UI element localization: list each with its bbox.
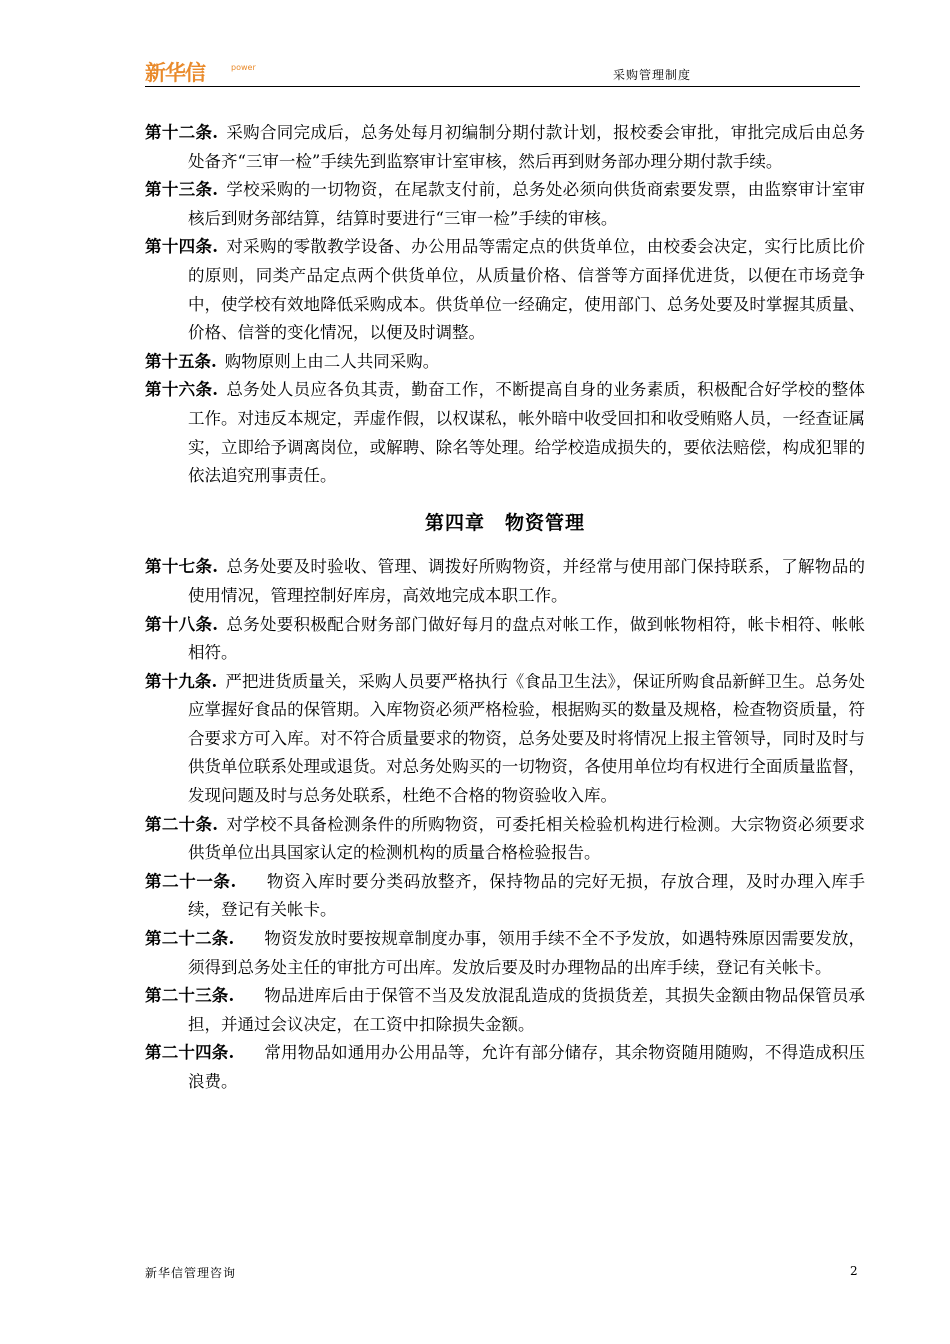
article-text: 总务处要及时验收、管理、调拨好所购物资，并经常与使用部门保持联系，了解物品的使用情况，管理控制好库房，高效地完成本职工作。 — [188, 557, 866, 605]
article-label: 第十六条. — [145, 380, 219, 400]
page-header — [145, 62, 860, 87]
article-text: 采购合同完成后，总务处每月初编制分期付款计划，报校委会审批，审批完成后由总务处备齐“三审一检”手续先到监察审计室审核，然后再到财务部办理分期付款手续。 — [188, 123, 866, 171]
article-paragraph — [145, 982, 865, 1039]
footer-company: 新华信管理咨询 — [145, 1266, 237, 1280]
article-text: 常用物品如通用办公用品等，允许有部分储存，其余物资随用随购，不得造成积压浪费。 — [188, 1043, 866, 1091]
articles-section-top — [145, 119, 865, 491]
chapter-title: 第四章 物资管理 — [424, 511, 585, 534]
article-label: 第二十条. — [145, 814, 219, 834]
article-paragraph — [145, 176, 865, 233]
document-body — [145, 119, 865, 1097]
article-paragraph — [145, 925, 865, 982]
article-label: 第十八条. — [145, 614, 219, 634]
header-title: 采购管理制度 — [613, 68, 692, 82]
article-label: 第二十三条. — [145, 986, 235, 1006]
article-paragraph — [145, 233, 865, 347]
company-logo: 新华信 — [145, 61, 205, 85]
article-label: 第十九条. — [145, 671, 218, 691]
article-label: 第十五条. — [145, 351, 217, 371]
article-label: 第二十二条. — [145, 929, 235, 949]
page-number: 2 — [850, 1264, 858, 1278]
logo-sub-text: power — [231, 63, 256, 72]
article-label: 第十二条. — [145, 123, 219, 142]
article-text: 对采购的零散教学设备、办公用品等需定点的供货单位，由校委会决定，实行比质比价的原则，同类产品定点两个供货单位，从质量价格、信誉等方面择优进货，以便在市场竞争中，使学校有效地降低采购成本。供货单位一经确定，使用部门、总务处要及时掌握其质量、价格、信誉的变化情况，以便及时调整。 — [188, 237, 866, 343]
article-paragraph — [145, 868, 865, 925]
article-paragraph — [145, 811, 865, 868]
article-paragraph — [145, 1039, 865, 1096]
article-paragraph — [145, 668, 865, 811]
article-label: 第十四条. — [145, 237, 219, 257]
article-text: 学校采购的一切物资，在尾款支付前，总务处必须向供货商索要发票，由监察审计室审核后到财务部结算，结算时要进行“三审一检”手续的审核。 — [188, 180, 866, 228]
article-label: 第十三条. — [145, 180, 219, 200]
article-text: 严把进货质量关，采购人员要严格执行《食品卫生法》，保证所购食品新鲜卫生。总务处应掌握好食品的保管期。入库物资必须严格检验，根据购买的数量及规格，检查物资质量，符合要求方可入库。对不符合质量要求的物资，总务处要及时将情况上报主管领导，同时及时与供货单位联系处理或退货。对总务处购买的一切物资，各使用单位均有权进行全面质量监督，发现问题及时与总务处联系，杜绝不合格的物资验收入库。 — [188, 671, 866, 806]
article-text: 对学校不具备检测条件的所购物资，可委托相关检验机构进行检测。大宗物资必须要求供货单位出具国家认定的检测机构的质量合格检验报告。 — [188, 814, 866, 863]
article-paragraph — [145, 376, 865, 490]
article-paragraph — [145, 553, 865, 610]
article-label: 第二十四条. — [145, 1043, 235, 1063]
article-text: 物资发放时要按规章制度办事，领用手续不全不予发放，如遇特殊原因需要发放，须得到总务处主任的审批方可出库。发放后要及时办理物品的出库手续，登记有关帐卡。 — [188, 929, 866, 977]
article-label: 第十七条. — [145, 557, 219, 577]
article-paragraph — [145, 119, 865, 176]
article-text: 物品进库后由于保管不当及发放混乱造成的货损货差，其损失金额由物品保管员承担，并通过会议决定，在工资中扣除损失金额。 — [188, 986, 866, 1034]
article-text: 总务处要积极配合财务部门做好每月的盘点对帐工作，做到帐物相符，帐卡相符、帐帐相符。 — [188, 614, 866, 663]
article-paragraph — [145, 348, 865, 377]
article-text: 物资入库时要分类码放整齐，保持物品的完好无损，存放合理，及时办理入库手续，登记有关帐卡。 — [188, 871, 865, 920]
article-paragraph — [145, 611, 865, 668]
article-text: 购物原则上由二人共同采购。 — [224, 351, 440, 371]
article-label: 第二十一条. — [145, 871, 237, 891]
article-text: 总务处人员应各负其责，勤奋工作，不断提高自身的业务素质，积极配合好学校的整体工作。对违反本规定，弄虚作假，以权谋私，帐外暗中收受回扣和收受贿赂人员，一经查证属实，立即给予调离岗位，或解聘、除名等处理。给学校造成损失的，要依法赔偿，构成犯罪的依法追究刑事责任。 — [188, 380, 866, 486]
articles-section-bottom — [145, 553, 865, 1096]
